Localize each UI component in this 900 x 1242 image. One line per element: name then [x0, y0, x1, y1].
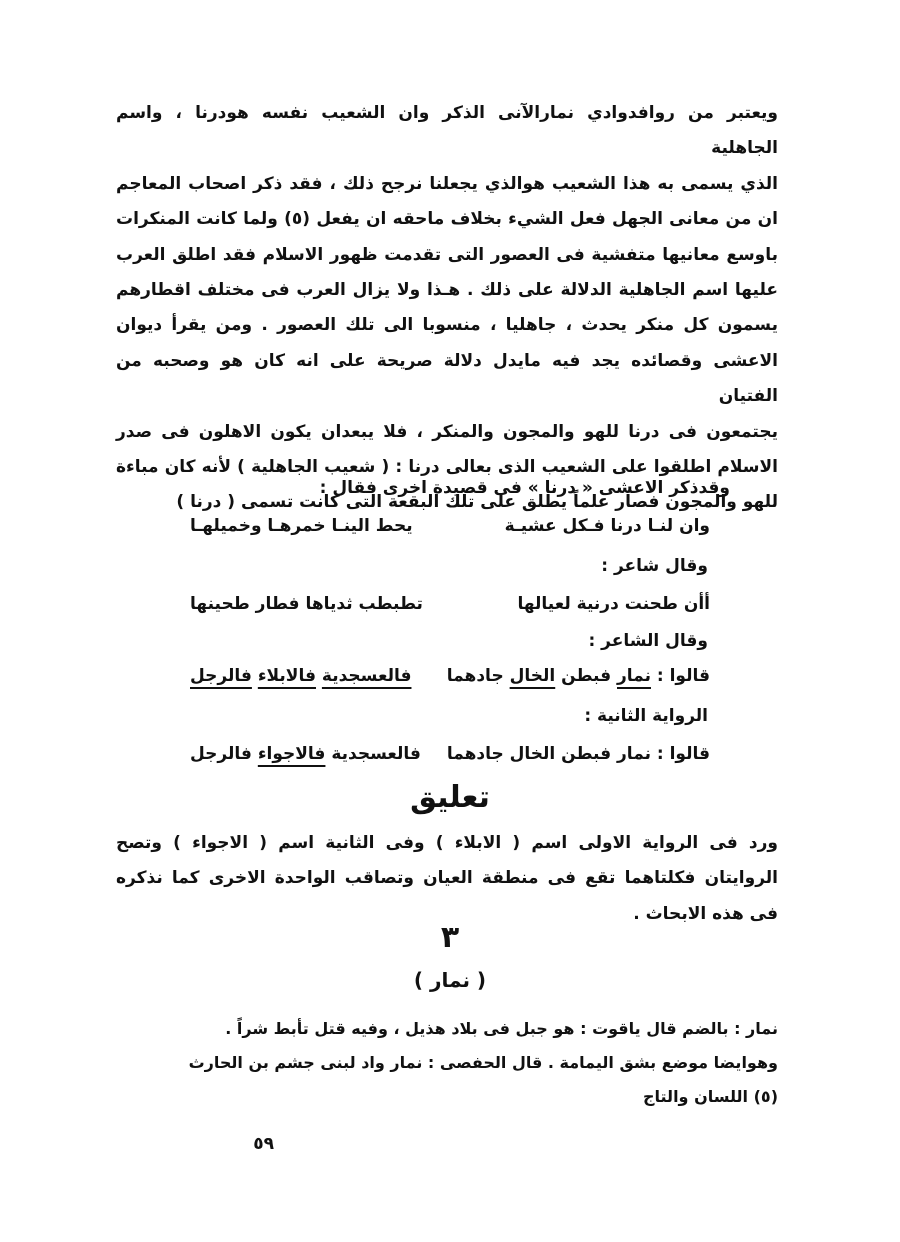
comment-paragraph: [116, 826, 778, 932]
text-line: ورد فى الرواية الاولى اسم ( الابلاء ) وفى الثانية اسم ( الاجواء ) وتصح: [116, 833, 778, 853]
verse-word: قالوا :: [656, 666, 710, 686]
verse-second-hemistich: يحط الينـا خمرهـا وخميلهـا: [190, 516, 413, 536]
text-line: ان من معانى الجهل فعل الشيء بخلاف ماحقه ان يفعل (٥) ولما كانت المنكرات: [116, 209, 778, 230]
verse-intro: وقال الشاعر :: [588, 631, 708, 651]
verse-second-hemistich: تطبطب ثدياها فطار طحينها: [190, 594, 423, 614]
main-paragraph: [116, 96, 778, 521]
poem-verse: [190, 594, 710, 630]
underlined-place-name: فالعسجدية: [321, 666, 412, 686]
text-line: يسمون كل منكر يحدث ، جاهليا ، منسوبا الى تلك العصور . ومن يقرأ ديوان: [116, 315, 778, 336]
underlined-place-name: فالرجل: [190, 666, 252, 686]
text-line: باوسع معانيها متفشية فى العصور التى تقدمت ظهور الاسلام فقد اطلق العرب: [116, 244, 778, 265]
text-line: عليها اسم الجاهلية الدلالة على ذلك . هـذا ولا يزال العرب فى مختلف اقطارهم: [116, 280, 778, 301]
verse-word: فالرجل: [190, 744, 252, 764]
verse-intro: الرواية الثانية :: [584, 706, 708, 726]
text-line: الاسلام اطلقوا على الشعيب الذى بعالى درنا : ( شعيب الجاهلية ) لأنه كان مباءة: [116, 457, 778, 478]
text-line: فى هذه الابحاث .: [633, 903, 778, 924]
verse-word: فالعسجدية: [331, 744, 421, 764]
verse-word: جادهما: [446, 666, 504, 686]
page-number: ٥٩: [253, 1134, 274, 1154]
verse-second-hemistich: [190, 744, 421, 764]
underlined-place-name: الخال: [509, 666, 556, 686]
footnote-line: نمار : بالضم قال ياقوت : هو جبل فى بلاد هذيل ، وفيه قتل تأبط شراً .: [225, 1019, 778, 1038]
text-line: للهو والمجون فصار علماً يطلق على تلك البقعة التى كانت تسمى ( درنا ): [176, 492, 778, 513]
verse-word: فبطن: [561, 666, 612, 686]
footnote-line: وهوايضا موضع بشق اليمامة . قال الحفصى : نمار واد لبنى جشم بن الحارث: [188, 1053, 778, 1072]
text-line: الذي يسمى به هذا الشعيب هوالذي يجعلنا نرجح ذلك ، فقد ذكر اصحاب المعاجم: [116, 173, 778, 194]
poem-verse: [190, 516, 710, 552]
verse-intro: وقدذكر الاعشى « درنا » فى قصيدة اخرى فقال :: [319, 478, 730, 498]
verse-first-hemistich: [447, 666, 710, 686]
verse-first-hemistich: وان لنـا درنا فـكل عشيـة: [504, 516, 710, 536]
poem-verse: [190, 666, 710, 702]
section-number: ٣: [440, 920, 460, 955]
footnote-reference: (٥) اللسان والتاج: [642, 1087, 778, 1106]
underlined-place-name: نمار: [617, 666, 651, 686]
text-line: الاعشى وقصائده يجد فيه مايدل دلالة صريحة على انه كان هو وصحبه من الفتيان: [116, 350, 778, 407]
verse-intro: وقال شاعر :: [601, 556, 708, 576]
verse-second-hemistich: [190, 666, 411, 686]
underlined-place-name: فالاجواء: [257, 744, 326, 764]
text-line: يجتمعون فى درنا للهو والمجون والمنكر ، فلا يبعدان يكون الاهلون فى صدر: [116, 421, 778, 442]
verse-first-hemistich: أأن طحنت درنية لعيالها: [517, 594, 710, 614]
text-line: ويعتبر من روافدوادي نمارالآنى الذكر وان الشعيب نفسه هودرنا ، واسم الجاهلية: [116, 103, 778, 159]
underlined-place-name: فالابلاء: [257, 666, 316, 686]
verse-first-hemistich: قالوا : نمار فبطن الخال جادهما: [446, 744, 710, 764]
section-title: ( نمار ): [413, 968, 487, 992]
comment-heading: تعليق: [410, 780, 490, 815]
text-line: الروايتان فكلتاهما تقع فى منطقة العيان وتصاقب الواحدة الاخرى كما نذكره: [116, 868, 778, 889]
footnotes: [116, 1012, 778, 1114]
poem-verse: [190, 744, 710, 780]
